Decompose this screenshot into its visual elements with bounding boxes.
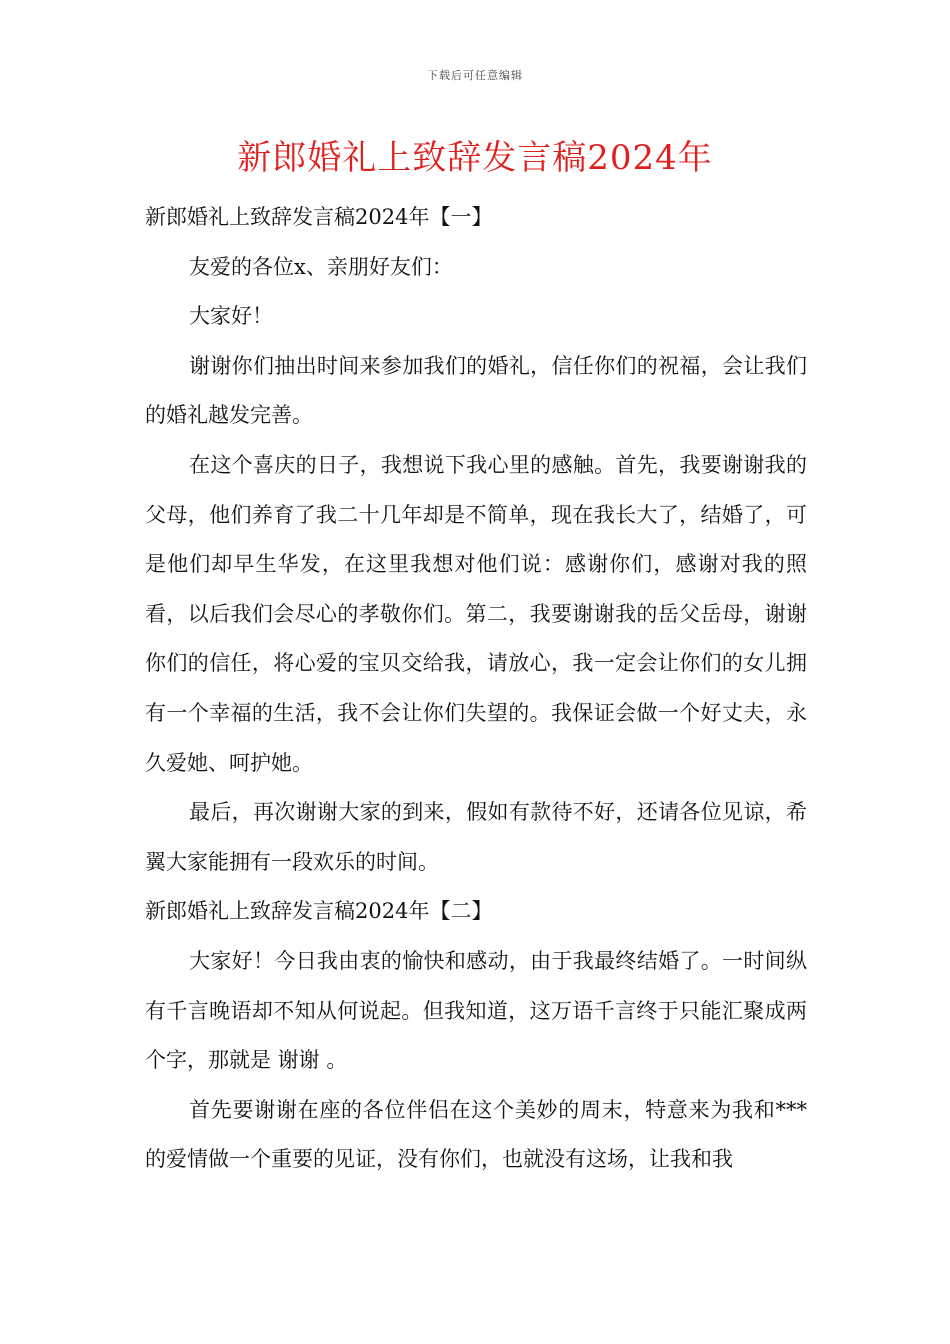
section-heading-two: 新郎婚礼上致辞发言稿2024年【二】 [145, 899, 493, 924]
body-paragraph: 最后，再次谢谢大家的到来，假如有款待不好，还请各位见谅，希翼大家能拥有一段欢乐的时间。 [145, 800, 807, 874]
body-paragraph: 在这个喜庆的日子，我想说下我心里的感触。首先，我要谢谢我的父母，他们养育了我二十几年却是不简单，现在我长大了，结婚了，可是他们却早生华发，在这里我想对他们说：感谢你们，感谢对我的照看，以后我们会尽心的孝敬你们。第二，我要谢谢我的岳父岳母，谢谢你们的信任，将心爱的宝贝交给我，请放心，我一定会让你们的女儿拥有一个幸福的生活，我不会让你们失望的。我保证会做一个好丈夫，永久爱她、呵护她。 [145, 452, 807, 775]
body-paragraph: 首先要谢谢在座的各位伴侣在这个美妙的周末，特意来为我和***的爱情做一个重要的见证，没有你们，也就没有这场，让我和我 [145, 1097, 807, 1172]
greeting-paragraph: 大家好！ [189, 304, 273, 329]
document-title: 新郎婚礼上致辞发言稿2024年 [237, 138, 713, 178]
salutation-paragraph: 友爱的各位x、亲朋好友们： [189, 254, 453, 279]
body-paragraph: 谢谢你们抽出时间来参加我们的婚礼，信任你们的祝福，会让我们的婚礼越发完善。 [145, 353, 807, 428]
document-body [145, 193, 807, 1185]
header-note: 下载后可任意编辑 [427, 69, 523, 82]
section-heading-one: 新郎婚礼上致辞发言稿2024年【一】 [145, 205, 493, 229]
body-paragraph: 大家好！今日我由衷的愉快和感动，由于我最终结婚了。一时间纵有千言晚语却不知从何说起。但我知道，这万语千言终于只能汇聚成两个字，那就是 谢谢 。 [145, 948, 807, 1073]
